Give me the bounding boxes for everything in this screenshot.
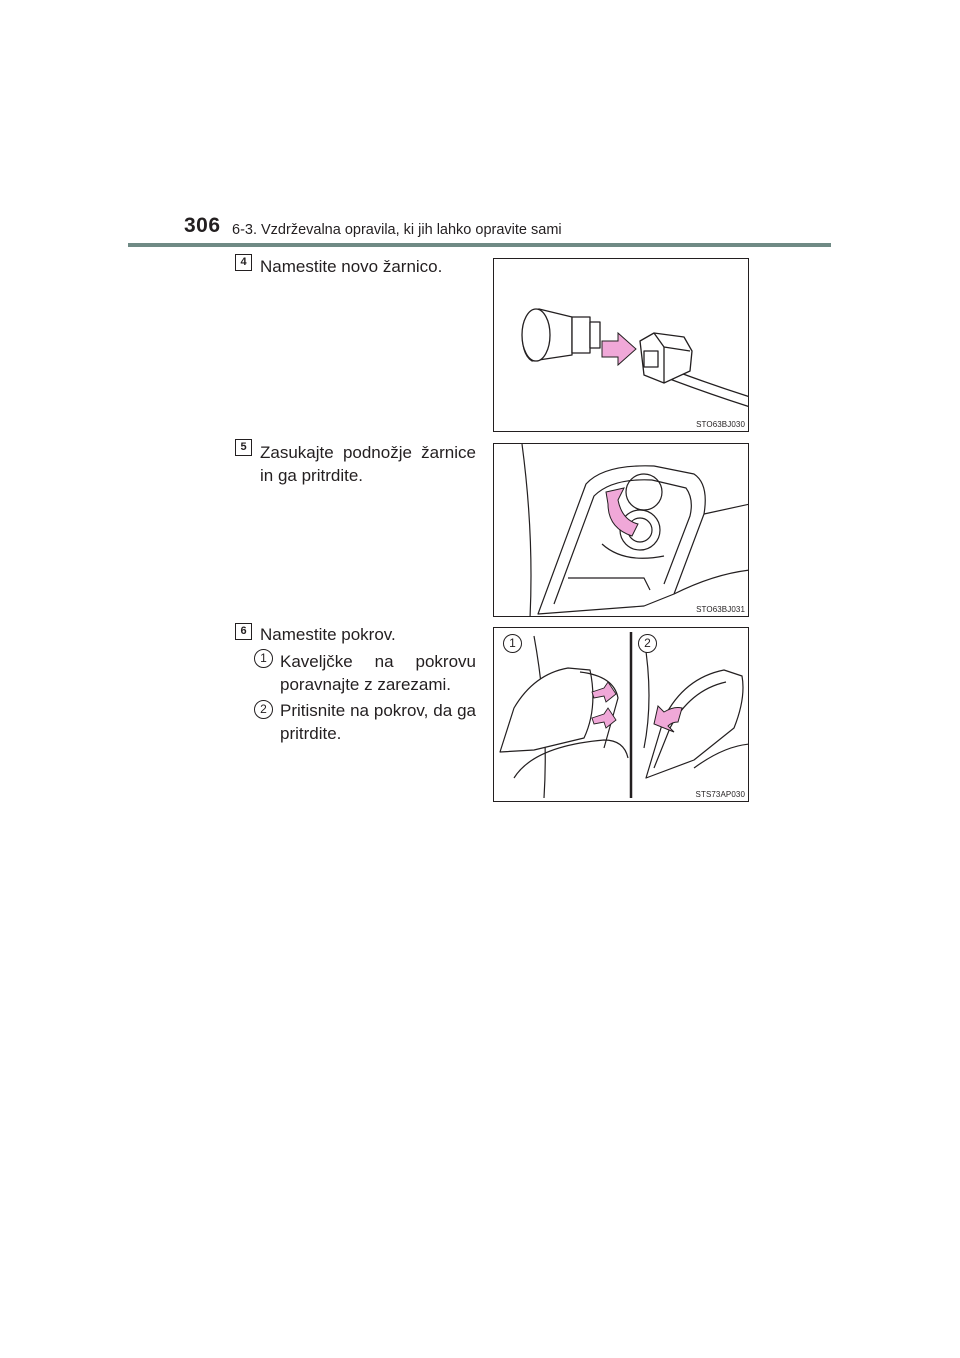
insert-arrow (602, 333, 636, 365)
claw-arrow-lower (592, 708, 616, 728)
bulb-insert-illustration (494, 259, 749, 432)
substep-2-text: Pritisnite na pokrov, da ga pritrdite. (280, 701, 476, 743)
twist-arrow (606, 488, 638, 536)
step-4-text: Namestite novo žarnico. (260, 257, 443, 276)
figure-callout-2: 2 (638, 634, 657, 653)
substep-1-badge: 1 (254, 649, 273, 668)
figure-callout-1: 1 (503, 634, 522, 653)
section-title: 6-3. Vzdrževalna opravila, ki jih lahko opravite sami (232, 222, 562, 238)
step-5-text: Zasukajte podnožje žarnice in ga pritrdite. (260, 443, 476, 485)
figure-bulb-twist (493, 443, 749, 617)
header-rule (128, 243, 831, 247)
figure-bulb-insert (493, 258, 749, 432)
cover-install-illustration (494, 628, 749, 802)
step-6-text: Namestite pokrov. (260, 625, 396, 644)
bulb-twist-illustration (494, 444, 749, 617)
figure-code: STO63BJ031 (696, 605, 745, 614)
figure-code: STS73AP030 (695, 790, 745, 799)
step-6-badge: 6 (235, 623, 252, 640)
substep-2-badge: 2 (254, 700, 273, 719)
step-5-badge: 5 (235, 439, 252, 456)
substep-1-text: Kaveljčke na pokrovu poravnajte z zarezami. (280, 652, 476, 694)
page-number: 306 (184, 214, 221, 237)
figure-code: STO63BJ030 (696, 420, 745, 429)
figure-cover-install (493, 627, 749, 802)
step-4-badge: 4 (235, 254, 252, 271)
